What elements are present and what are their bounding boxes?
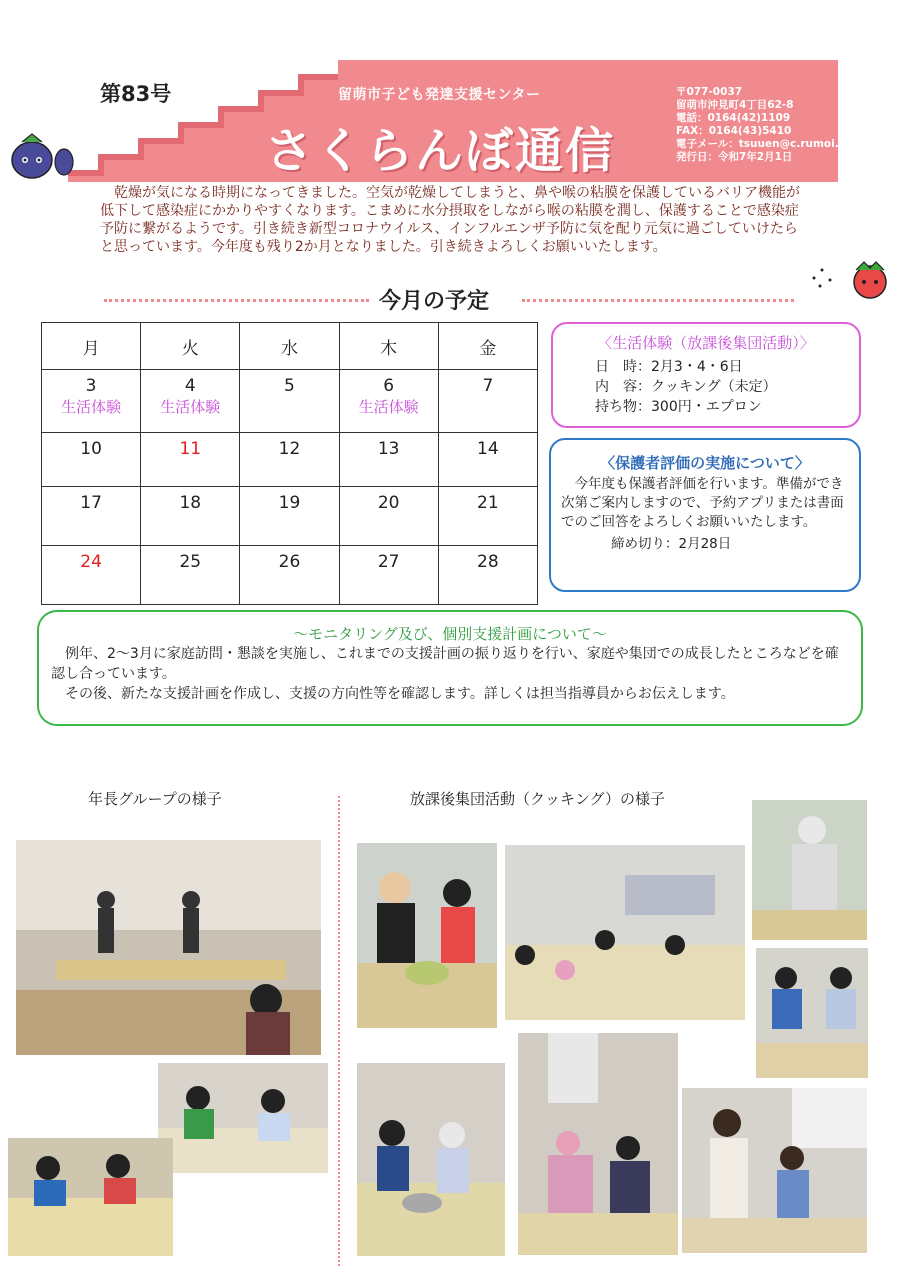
life-experience-box: [551, 322, 861, 428]
day-number: 17: [80, 493, 102, 513]
dotted-rule-right: [522, 299, 794, 302]
children-photo: [8, 1138, 173, 1256]
weekday-header: 月: [42, 323, 141, 370]
day-number: 12: [278, 439, 301, 459]
day-number: 13: [377, 439, 400, 459]
life-experience-details: [595, 357, 859, 417]
calendar-cell: [42, 546, 141, 605]
calendar-cell: [42, 487, 141, 546]
day-number: 27: [377, 552, 400, 572]
calendar-table: [41, 322, 538, 605]
day-number: 21: [477, 493, 499, 513]
detail-row: 持ち物：300円・エプロン: [595, 399, 762, 415]
event-label: 生活体験: [61, 398, 122, 416]
calendar-cell: [240, 370, 339, 433]
detail-label: 内 容: [595, 379, 637, 395]
fax-line: FAX：0164(43)5410: [676, 125, 792, 137]
day-number: 28: [477, 552, 499, 572]
strawberry-character-icon: [808, 252, 888, 302]
detail-value: 300円・エプロン: [651, 399, 762, 415]
detail-value: 2月3・4・6日: [651, 359, 743, 375]
schedule-heading-label: 今月の予定: [379, 289, 490, 314]
calendar-cell: [42, 370, 141, 433]
day-number: 3: [85, 376, 97, 396]
weekday-header: 水: [240, 323, 339, 370]
monitoring-box: [37, 610, 863, 726]
holiday-day-number: 11: [179, 439, 202, 459]
event-label: 生活体験: [358, 398, 419, 416]
blueberry-character-icon: [8, 130, 78, 182]
guardian-evaluation-deadline: 締め切り：2月28日: [611, 536, 732, 552]
detail-label: 持ち物: [595, 399, 637, 415]
detail-value: クッキング（未定）: [651, 379, 777, 395]
classroom-photo: [16, 840, 321, 1055]
detail-row: 日 時：2月3・4・6日: [595, 359, 743, 375]
monitoring-paragraph: 例年、2～3月に家庭訪問・懇談を実施し、これまでの支援計画の振り返りを行い、家庭や集団での成長したところなどを確認し合っています。: [51, 646, 839, 682]
guardian-evaluation-body: 今年度も保護者評価を行います。準備ができ次第ご案内しますので、予約アプリまたは書面でのご回答をよろしくお願いいたします。: [561, 476, 844, 530]
phone-line: 電話：0164(42)1109: [676, 112, 791, 124]
calendar-cell: [141, 433, 240, 487]
calendar-cell: [141, 370, 240, 433]
day-number: 26: [278, 552, 301, 572]
calendar-cell: [339, 487, 438, 546]
calendar-cell: [42, 433, 141, 487]
detail-row: 内 容：クッキング（未定）: [595, 379, 777, 395]
calendar-cell: [438, 546, 537, 605]
monitoring-paragraph: その後、新たな支援計画を作成し、支援の方向性等を確認します。詳しくは担当指導員からお伝えします。: [65, 686, 735, 702]
right-photo-caption: 放課後集団活動（クッキング）の様子: [410, 790, 666, 808]
holiday-day-number: 24: [80, 552, 102, 572]
day-number: 10: [80, 439, 102, 459]
calendar-cell: [339, 370, 438, 433]
weekday-header: 木: [339, 323, 438, 370]
dotted-rule-left: [104, 299, 369, 302]
cooking-photo: [682, 1088, 867, 1253]
life-experience-title: 〈生活体験（放課後集団活動）〉: [597, 334, 815, 352]
guardian-evaluation-title: 〈保護者評価の実施について〉: [600, 454, 810, 472]
issue-date-line: 発行日：令和7年2月1日: [676, 151, 793, 163]
issue-number: 第83号: [100, 82, 172, 106]
day-number: 18: [179, 493, 202, 513]
day-number: 4: [184, 376, 196, 396]
calendar-cell: [438, 433, 537, 487]
email-line: 電子メール：tsuuen@c.rumoi.jp: [676, 138, 850, 150]
calendar-week-row: [42, 487, 538, 546]
weekday-header: 金: [438, 323, 537, 370]
schedule-heading: [104, 288, 794, 314]
day-number: 7: [482, 376, 494, 396]
left-photo-caption: 年長グループの様子: [88, 790, 222, 808]
cooking-photo: [518, 1033, 678, 1255]
event-label: 生活体験: [160, 398, 221, 416]
calendar-cell: [141, 487, 240, 546]
cooking-photo: [752, 800, 867, 940]
intro-paragraph: 乾燥が気になる時期になってきました。空気が乾燥してしまうと、鼻や喉の粘膜を保護しているバリア機能が低下して感染症にかかりやすくなります。こまめに水分摂取をしながら喉の粘膜を潤し、保護することで感染症予防に繋がるようです。引き続き新型コロナウイルス、インフルエンザ予防に気を配り元気に過ごしていけたらと思っています。今年度も残り2か月となりました。引き続きよろしくお願いいたします。: [100, 185, 800, 255]
day-number: 14: [477, 439, 499, 459]
day-number: 5: [284, 376, 295, 396]
day-number: 20: [377, 493, 400, 513]
monitoring-title: ～モニタリング及び、個別支援計画について～: [293, 625, 607, 643]
cooking-photo: [357, 1063, 505, 1256]
cooking-photo: [357, 843, 497, 1028]
weekday-header: 火: [141, 323, 240, 370]
photo-divider: [338, 796, 340, 1266]
day-number: 6: [383, 376, 395, 396]
address-line: 留萌市沖見町4丁目62-8: [676, 99, 794, 111]
day-number: 25: [179, 552, 202, 572]
calendar-cell: [240, 546, 339, 605]
calendar-cell: [339, 433, 438, 487]
cooking-photo: [505, 845, 745, 1020]
calendar-header-row: [42, 323, 538, 370]
day-number: 19: [278, 493, 301, 513]
detail-label: 日 時: [595, 359, 637, 375]
children-photo: [158, 1063, 328, 1173]
guardian-evaluation-box: [549, 438, 861, 592]
contact-block: [676, 86, 850, 164]
calendar-week-row: [42, 370, 538, 433]
calendar-cell: [240, 433, 339, 487]
calendar-cell: [141, 546, 240, 605]
newsletter-title: さくらんぼ通信: [265, 123, 616, 179]
calendar-cell: [438, 487, 537, 546]
calendar-week-row: [42, 546, 538, 605]
calendar-cell: [339, 546, 438, 605]
organization-name: 留萌市子ども発達支援センター: [338, 87, 541, 103]
calendar-cell: [438, 370, 537, 433]
calendar-week-row: [42, 433, 538, 487]
address-line: 〒077-0037: [676, 86, 742, 98]
cooking-photo: [756, 948, 868, 1078]
calendar-cell: [240, 487, 339, 546]
